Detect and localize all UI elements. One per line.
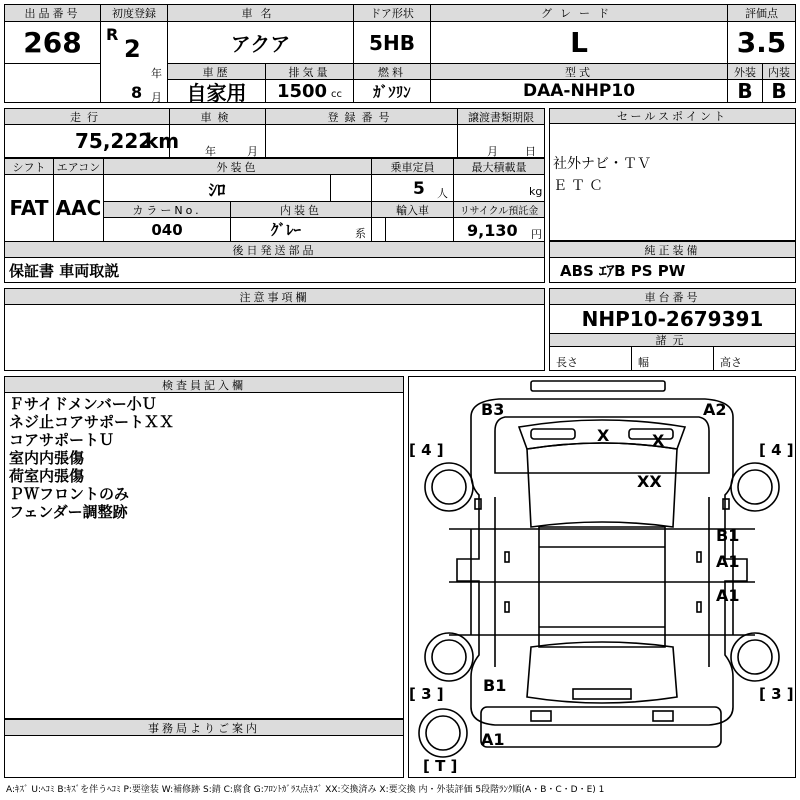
chassis-block [549, 288, 796, 371]
reg-no-label: 登録番号 [266, 109, 457, 124]
sales-points-block [549, 108, 796, 241]
int-color-unit: 系 [355, 227, 366, 240]
transfer-day-unit: 日 [525, 145, 536, 158]
reg-year-value: 2 [124, 35, 141, 63]
recycle-value: 9,130 [467, 221, 518, 240]
int-color-value: ｸﾞﾚｰ [270, 221, 301, 239]
lot-value: 268 [23, 26, 82, 59]
dims-label: 諸元 [550, 333, 795, 347]
legend: A:ｷｽﾞ U:ﾍｺﾐ B:ｷｽﾞを伴うﾍｺﾐ P:要塗装 W:補修跡 S:錆 C:腐食 G:ﾌﾛﾝﾄｶﾞﾗｽ点ｷｽﾞ XX:交換済み X:要交換 内・外装評価 5段階ﾗﾝｸ順(A・B・C・D・E) 1 [6, 785, 605, 795]
later-value: 保証書 車両取説 [9, 262, 120, 280]
damage-mark: A1 [481, 730, 505, 749]
inspection-label: 車検 [170, 109, 265, 124]
model-label: 型式 [431, 64, 727, 79]
spec-block [4, 158, 545, 242]
tire-front-right: [ 4 ] [759, 441, 794, 459]
displacement-label: 排気量 [266, 64, 353, 79]
office-label: 事務局よりご案内 [5, 720, 403, 736]
genuine-label: 純正装備 [550, 242, 795, 258]
int-color-label: 内装色 [231, 202, 371, 217]
shift-value: FAT [9, 196, 49, 220]
era-value: R [106, 25, 119, 44]
color-no-label: カラーNo. [104, 202, 230, 217]
transfer-label: 譲渡書類期限 [458, 109, 544, 124]
score-value: 3.5 [736, 26, 787, 59]
genuine-value: ABS ｴｱB PS PW [560, 262, 686, 280]
grade-value: L [570, 26, 588, 59]
length-label: 長さ [556, 356, 578, 369]
capacity-value: 5 [413, 179, 425, 199]
damage-mark: A1 [716, 552, 740, 571]
interior-label: 内装 [763, 64, 795, 79]
chassis-label: 車台番号 [550, 289, 795, 305]
later-parts-block [4, 241, 545, 283]
inspector-note: Ｆサイドメンバー小Ｕ [9, 395, 157, 413]
exterior-value: B [737, 79, 753, 103]
load-label: 最大積載量 [454, 159, 544, 174]
model-value: DAA-NHP10 [522, 81, 636, 101]
displacement-value: 1500 [276, 80, 328, 102]
reg-year-unit: 年 [151, 67, 162, 80]
exterior-label: 外装 [728, 64, 762, 79]
mileage-value: 75,222 [75, 129, 153, 153]
color-no-value: 040 [151, 220, 183, 239]
shift-label: シフト [5, 159, 53, 174]
recycle-unit: 円 [531, 228, 542, 241]
damage-mark: X [597, 426, 610, 445]
inspector-note: ネジ止コアサポートＸＸ [9, 413, 175, 431]
history-value: 自家用 [186, 80, 247, 105]
damage-mark: A1 [716, 586, 740, 605]
car-diagram-panel [408, 376, 796, 778]
car-name-label: 車名 [168, 5, 353, 21]
sales-label: セールスポイント [550, 109, 795, 124]
later-label: 後日発送部品 [5, 242, 544, 258]
reg-month-unit: 月 [151, 91, 162, 104]
first-reg-label: 初度登録 [101, 5, 167, 21]
header-block [4, 4, 796, 103]
ext-color-value: ｼﾛ [208, 180, 226, 201]
tire-front-left: [ 4 ] [409, 441, 444, 459]
damage-mark: B1 [483, 676, 507, 695]
capacity-unit: 人 [437, 187, 448, 200]
grade-label: グレード [431, 5, 727, 21]
inspector-note: 室内内張傷 [9, 449, 85, 467]
import-label: 輸入車 [372, 202, 453, 217]
chassis-value: NHP10-2679391 [581, 307, 764, 331]
score-label: 評価点 [728, 5, 795, 21]
interior-value: B [771, 79, 787, 103]
transfer-month-unit: 月 [487, 145, 498, 158]
car-diagram [409, 377, 795, 777]
displacement-unit: cc [331, 88, 343, 100]
capacity-label: 乗車定員 [372, 159, 453, 174]
inspector-note: フェンダー調整跡 [9, 503, 128, 521]
fuel-value: ｶﾞｿﾘﾝ [373, 82, 411, 101]
inspection-month-unit: 月 [247, 145, 258, 158]
fuel-label: 燃料 [354, 64, 430, 79]
tire-rear-right: [ 3 ] [759, 685, 794, 703]
inspector-label: 検査員記入欄 [5, 377, 403, 393]
load-unit: kg [529, 185, 543, 198]
inspector-note: ＰＷフロントのみ [9, 485, 130, 503]
inspector-note: コアサポートＵ [9, 431, 115, 449]
office-block [4, 719, 404, 778]
inspector-note: 荷室内張傷 [9, 467, 85, 485]
mileage-unit: km [145, 129, 180, 153]
damage-mark: XX [637, 472, 662, 491]
inspector-notes [9, 395, 174, 521]
caution-block [4, 288, 545, 371]
damage-mark: X [652, 431, 665, 450]
mileage-block [4, 108, 545, 158]
sales-point: 社外ナビ・ＴＶ [553, 156, 651, 172]
tire-rear-left: [ 3 ] [409, 685, 444, 703]
mileage-label: 走行 [5, 109, 169, 124]
door-label: ドア形状 [354, 5, 430, 21]
width-label: 幅 [638, 356, 649, 369]
ac-label: エアコン [54, 159, 103, 174]
ac-value: AAC [55, 196, 102, 220]
height-label: 高さ [720, 356, 742, 369]
damage-mark: B1 [716, 526, 740, 545]
door-value: 5HB [369, 30, 415, 55]
recycle-label: リサイクル預託金 [454, 202, 544, 217]
inspection-year-unit: 年 [205, 145, 216, 158]
genuine-block [549, 241, 796, 283]
damage-mark: B3 [481, 400, 505, 419]
car-name-value: アクア [230, 32, 291, 56]
sales-point: ＥＴＣ [553, 178, 607, 194]
ext-color-label: 外装色 [104, 159, 371, 174]
sales-points [553, 153, 651, 197]
inspector-block [4, 376, 404, 719]
damage-mark: A2 [703, 400, 727, 419]
history-label: 車歴 [168, 64, 265, 79]
tire-spare: [ T ] [423, 757, 458, 775]
lot-label: 出品番号 [5, 5, 100, 21]
caution-label: 注意事項欄 [5, 289, 544, 305]
reg-month-value: 8 [131, 83, 143, 102]
